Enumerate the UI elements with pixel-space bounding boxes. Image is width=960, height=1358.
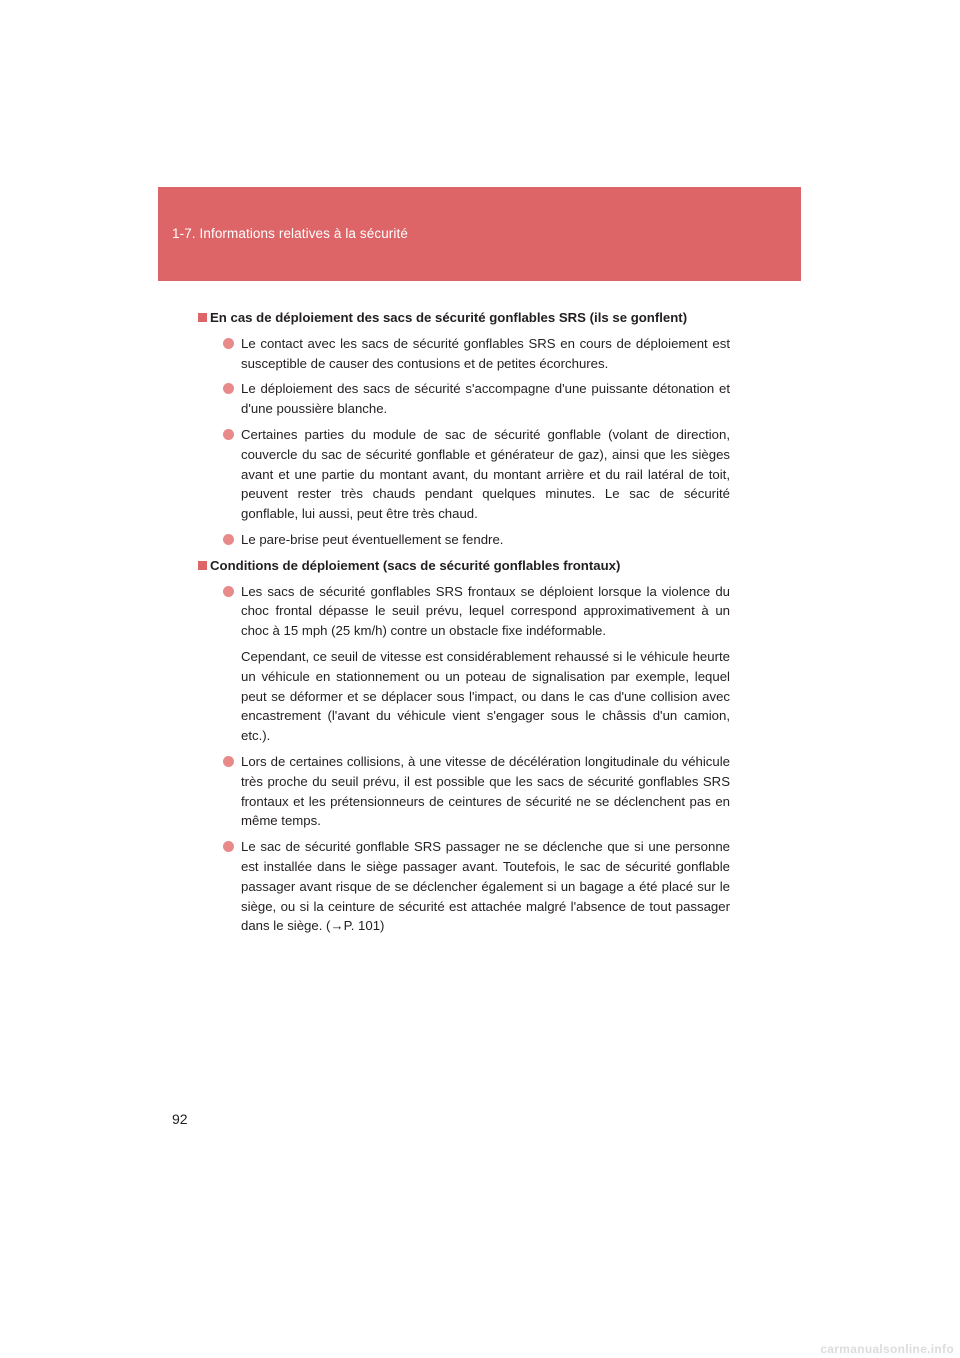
list-item-text: Certaines parties du module de sac de sécurité gonflable (volant de direction, couvercle du sac de sécurité gonflable et générateur de gaz), ainsi que les sièges avant et une partie du montant avant, du montant arrière et du rail latéral de toit, peuvent rester très chauds pendant quelques minutes. Le sac de sécurité gonflable, lui aussi, peut être très chaud. [241,426,730,522]
list-item-text: Le déploiement des sacs de sécurité s'accompagne d'une puissante détonation et d'une poussière blanche. [241,381,730,417]
watermark: carmanualsonline.info [820,1342,954,1356]
square-bullet-icon [198,561,207,570]
page-number: 92 [172,1111,188,1127]
list-item [241,752,730,831]
section-heading-conditions [210,556,730,576]
list-item-paragraph: Cependant, ce seuil de vitesse est considérablement rehaussé si le véhicule heurte un véhicule en stationnement ou un poteau de signalisation par exemple, lequel peut se déformer et se déplacer sous l'impact, ou dans le cas d'une collision avec encastrement (l'avant du véhicule vient s'engager sous le châssis d'un camion, etc.). [241,648,730,744]
circle-bullet-icon [223,756,234,767]
list-item [241,379,730,419]
page-content [210,308,730,942]
section-title: 1-7. Informations relatives à la sécurité [172,226,408,241]
heading-text: Conditions de déploiement (sacs de sécurité gonflables frontaux) [210,557,621,573]
list-item-text: Les sacs de sécurité gonflables SRS frontaux se déploient lorsque la violence du choc frontal dépasse le seuil prévu, lequel correspond approximativement à un choc à 15 mph (25 km/h) contre un obstacle fixe indéformable. [241,583,730,639]
square-bullet-icon [198,313,207,322]
circle-bullet-icon [223,338,234,349]
list-item [241,425,730,524]
list-item-text: Lors de certaines collisions, à une vitesse de décélération longitudinale du véhicule très proche du seuil prévu, il est possible que les sacs de sécurité gonflables SRS frontaux et les prétensionneurs de ceintures de sécurité ne se déclenchent pas en même temps. [241,753,730,829]
circle-bullet-icon [223,586,234,597]
list-item-text: Le sac de sécurité gonflable SRS passager ne se déclenche que si une personne est installée dans le siège passager avant. Toutefois, le sac de sécurité gonflable passager avant risque de se déclencher également si un bagage a été placé sur le siège, ou si la ceinture de sécurité est attachée malgré l'absence de tout passager dans le siège. (→P. 101) [241,839,730,934]
list-item-text: Le pare-brise peut éventuellement se fendre. [241,531,504,547]
circle-bullet-icon [223,383,234,394]
section-heading-deployment [210,308,730,328]
circle-bullet-icon [223,841,234,852]
list-item [241,582,730,641]
heading-text: En cas de déploiement des sacs de sécurité gonflables SRS (ils se gonflent) [210,310,688,325]
circle-bullet-icon [223,429,234,440]
circle-bullet-icon [223,534,234,545]
list-item [241,837,730,936]
list-item-text: Le contact avec les sacs de sécurité gonflables SRS en cours de déploiement est susceptible de causer des contusions et de petites écorchures. [241,335,730,371]
list-item [241,334,730,374]
list-item [241,530,730,550]
